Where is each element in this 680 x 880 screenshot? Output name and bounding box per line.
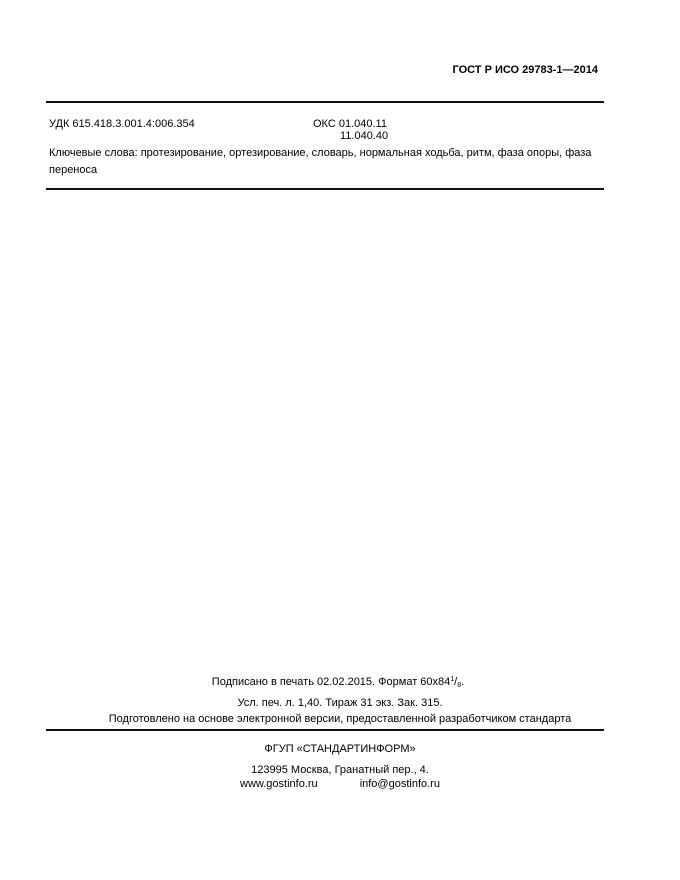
website-link[interactable]: www.gostinfo.ru bbox=[240, 778, 318, 790]
top-divider bbox=[46, 101, 604, 103]
standard-code: ГОСТ Р ИСО 29783-1—2014 bbox=[452, 64, 598, 76]
keywords-text: Ключевые слова: протезирование, ортезирование, словарь, нормальная ходьба, ритм, фаза опоры, фаза переноса bbox=[49, 147, 592, 176]
email-link[interactable]: info@gostinfo.ru bbox=[359, 778, 440, 790]
udk-code: УДК 615.418.3.001.4:006.354 bbox=[49, 118, 195, 130]
publisher-address: 123995 Москва, Гранатный пер., 4. bbox=[251, 764, 429, 776]
prepared-note: Подготовлено на основе электронной версии, предоставленной разработчиком стандарта bbox=[108, 713, 572, 725]
format-slash: / bbox=[454, 676, 458, 688]
imprint-divider bbox=[46, 729, 604, 731]
oks-code-1: ОКС 01.040.11 bbox=[313, 118, 387, 130]
oks-code-2: 11.040.40 bbox=[340, 130, 389, 142]
format-numerator: 1 bbox=[450, 676, 455, 683]
print-info: Усл. печ. л. 1,40. Тираж 31 экз. Зак. 315. bbox=[237, 697, 443, 709]
publisher-contacts bbox=[0, 778, 680, 790]
signed-text: Подписано в печать 02.02.2015. Формат 60x84 bbox=[211, 676, 451, 688]
keywords-divider bbox=[46, 188, 604, 190]
publisher-name: ФГУП «СТАНДАРТИНФОРМ» bbox=[264, 743, 416, 755]
signed-for-print bbox=[0, 676, 678, 689]
format-denominator: 8 bbox=[457, 682, 462, 689]
signed-end: . bbox=[461, 676, 465, 688]
